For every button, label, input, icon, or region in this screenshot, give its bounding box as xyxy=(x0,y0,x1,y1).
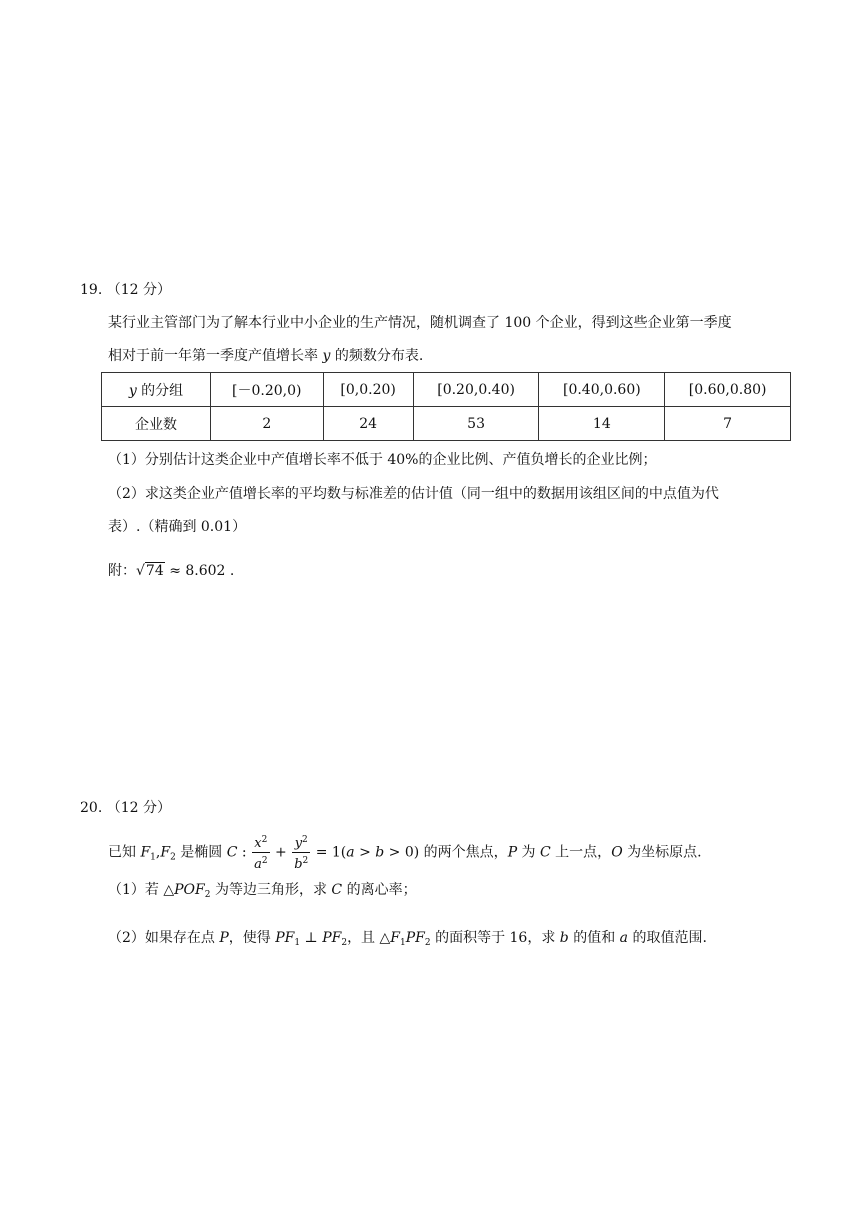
table-row-counts xyxy=(102,407,791,441)
q20-number: 20. xyxy=(80,800,103,816)
q20-part2-e: 的值和 xyxy=(568,930,620,946)
q19-stem-line2 xyxy=(108,346,423,366)
table-header-label: 的分组 xyxy=(136,382,184,399)
q19-part1: （1）分别估计这类企业中产值增长率不低于 40%的企业比例、产值负增长的企业比例； xyxy=(108,452,657,468)
q20-stem-f: 为坐标原点. xyxy=(622,844,702,861)
fraction-y2-b2: $\frac{y^2}{b^2}$ xyxy=(292,832,310,873)
table-cell-count: 14 xyxy=(539,407,665,441)
q20-points: （12 分） xyxy=(106,800,171,816)
q19-note xyxy=(108,561,234,581)
table-cell-group: [0.20,0.40) xyxy=(413,373,539,407)
q20-part2-b: ，使得 xyxy=(228,930,276,946)
q20-stem-d: 为 xyxy=(517,844,541,861)
q19-number: 19. xyxy=(80,282,103,298)
table-header-cell xyxy=(102,373,211,407)
q19-stem-line2-b: 的频数分布表. xyxy=(330,348,424,364)
table-cell-group: [0,0.20) xyxy=(323,373,413,407)
q20-stem-e: 上一点， xyxy=(550,844,612,861)
q20-part2: （2）如果存在点 P，使得 $PF_1$ ⊥ $PF_2$，且 $\triangle F_1PF_2$ 的面积等于 16，求 b 的值和 a 的取值范围. xyxy=(108,930,707,948)
q20-stem: 已知 $F_1,F_2$ 是椭圆 C : $\frac{x^2}{a^2}$ + $\frac{y^2}{b^2}$ = 1(a > b > 0) 的两个焦点，P 为 C 上一点，O 为坐标原点. xyxy=(108,832,702,874)
q20-part1: （1）若 $\triangle POF_2$ 为等边三角形，求 C 的离心率； xyxy=(108,882,417,900)
q19-var-y: y xyxy=(322,348,331,364)
table-row-groups xyxy=(102,373,791,407)
q20-part2-c: ，且 xyxy=(347,930,380,946)
math-ellipse: C xyxy=(226,844,238,861)
q20-part1-b: 为等边三角形，求 xyxy=(210,882,332,898)
table-cell-group: [0.40,0.60) xyxy=(539,373,665,407)
q20-stem-c: 的两个焦点， xyxy=(419,844,508,861)
q19-points: （12 分） xyxy=(106,282,171,298)
q20-part1-c: 的离心率； xyxy=(342,882,417,898)
math-foci: F xyxy=(140,844,151,861)
table-cell-count: 24 xyxy=(323,407,413,441)
q19-note-value: ≈ 8.602 . xyxy=(169,563,235,579)
q19-note-prefix: 附： xyxy=(108,563,136,579)
q19-part2-line2: 表）.（精确到 0.01） xyxy=(108,519,247,535)
table-header-var: y xyxy=(128,382,137,399)
table-cell-count: 2 xyxy=(211,407,324,441)
q20-part2-a: （2）如果存在点 xyxy=(108,930,220,946)
frequency-table xyxy=(101,372,791,441)
sqrt-sign: √ xyxy=(136,563,145,579)
q20-header xyxy=(80,798,171,818)
sqrt-expression xyxy=(136,561,165,581)
table-cell-group: [0.60,0.80) xyxy=(665,373,791,407)
q20-part2-f: 的取值范围. xyxy=(628,930,707,946)
q19-header xyxy=(80,280,171,300)
table-cell-count: 7 xyxy=(665,407,791,441)
table-cell-count: 53 xyxy=(413,407,539,441)
q19-part2-line1: （2）求这类企业产值增长率的平均数与标准差的估计值（同一组中的数据用该组区间的中点值为代 xyxy=(108,486,719,502)
table-row-label: 企业数 xyxy=(102,407,211,441)
q20-part2-d: 的面积等于 16，求 xyxy=(430,930,560,946)
fraction-x2-a2: $\frac{x^2}{a^2}$ xyxy=(252,832,270,873)
q19-stem-line2-a: 相对于前一年第一季度产值增长率 xyxy=(108,348,323,364)
table-cell-group: [－0.20,0) xyxy=(211,373,324,407)
q20-stem-b: 是椭圆 xyxy=(175,844,227,861)
q20-part1-a: （1）若 xyxy=(108,882,164,898)
sqrt-radicand: 74 xyxy=(145,563,164,579)
q19-stem-line1: 某行业主管部门为了解本行业中小企业的生产情况，随机调查了 100 个企业，得到这些企业第一季度 xyxy=(108,315,732,331)
q20-stem-a: 已知 xyxy=(108,844,141,861)
